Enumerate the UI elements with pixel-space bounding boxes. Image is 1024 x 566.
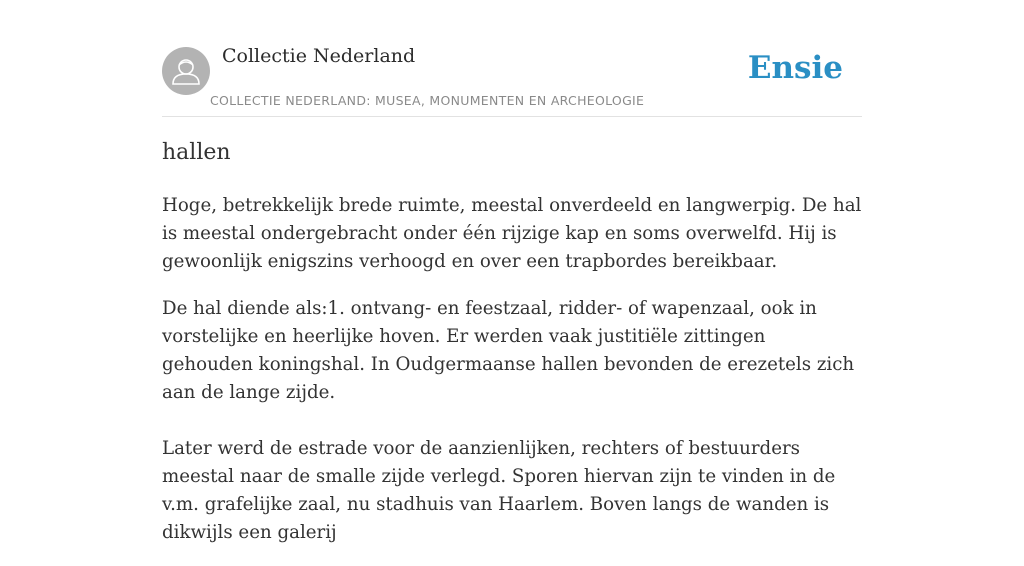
entry-title: hallen (162, 140, 231, 165)
entry-header (162, 0, 862, 117)
collection-name-link[interactable]: COLLECTIE NEDERLAND: MUSEA, MONUMENTEN EN ARCHEOLOGIE (210, 93, 645, 108)
entry-body (162, 192, 862, 566)
entry-paragraph: Hoge, betrekkelijk brede ruimte, meestal onverdeeld en langwerpig. De hal is meestal ondergebracht onder één rijzige kap en soms overwelfd. Hij is gewoonlijk enigszins verhoogd en over een trapbordes bereikbaar. (162, 195, 862, 272)
entry-container (162, 0, 862, 543)
ensie-logo[interactable]: Ensie (747, 50, 843, 86)
entry-paragraph: De hal diende als:1. ontvang- en feestzaal, ridder- of wapenzaal, ook in vorstelijke en heerlijke hoven. Er werden vaak justitiële zittingen gehouden koningshal. In Oudgermaanse hallen bevonden de erezetels zich aan de lange zijde. (162, 298, 855, 403)
user-placeholder-icon (162, 47, 210, 95)
author-avatar[interactable] (162, 47, 210, 95)
entry-paragraph: Later werd de estrade voor de aanzienlijken, rechters of bestuurders meestal naar de smalle zijde verlegd. Sporen hiervan zijn te vinden in de v.m. grafelijke zaal, nu stadhuis van Haarlem. Boven langs de wanden is dikwijls een galerij (162, 438, 836, 543)
author-name-link[interactable]: Collectie Nederland (222, 45, 416, 67)
